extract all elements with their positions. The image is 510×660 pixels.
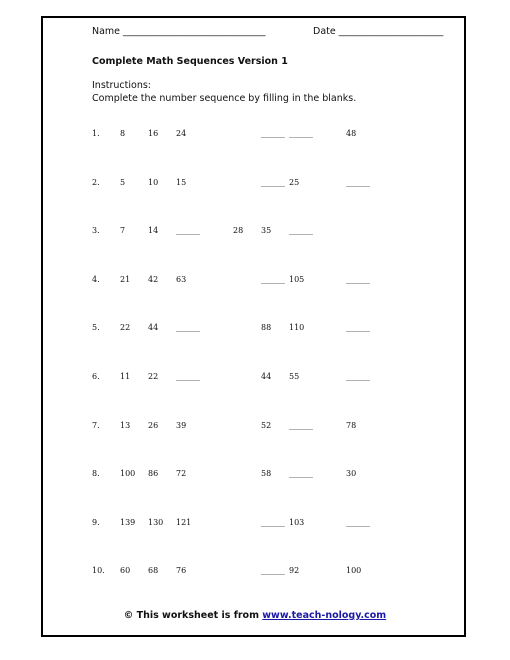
problem-number: 10. [92, 566, 105, 576]
sequence-row [0, 566, 510, 580]
answer-blank[interactable]: ______ [346, 177, 370, 187]
answer-blank[interactable]: ______ [346, 274, 370, 284]
sequence-value: 105 [289, 274, 305, 284]
sequence-value: 15 [176, 177, 187, 187]
sequence-value: 39 [176, 420, 187, 430]
answer-blank[interactable]: ______ [176, 372, 200, 381]
sequence-row [0, 226, 510, 240]
sequence-value: 63 [176, 274, 187, 284]
sequence-value: 86 [148, 469, 159, 479]
sequence-value: 130 [148, 517, 164, 527]
sequence-row [0, 178, 510, 192]
date-field[interactable]: Date ______________________ [313, 26, 444, 37]
footer-link[interactable]: www.teach-nology.com [262, 610, 387, 621]
sequence-value: 121 [176, 517, 192, 527]
sequence-row [0, 518, 510, 532]
sequence-value: 21 [120, 274, 131, 284]
sequence-row [0, 129, 510, 143]
sequence-value: 13 [120, 420, 131, 430]
sequence-value: 88 [261, 323, 272, 333]
sequence-value: 52 [261, 420, 272, 430]
footer-credit [0, 610, 510, 621]
answer-blank[interactable]: ______ [346, 372, 370, 381]
sequence-value: 5 [120, 177, 126, 187]
sequence-value: 92 [289, 566, 300, 576]
sequence-value: 42 [148, 274, 159, 284]
sequence-row [0, 275, 510, 289]
problem-number: 3. [92, 226, 100, 236]
problem-number: 7. [92, 420, 100, 430]
answer-blank[interactable]: ______ [261, 517, 285, 527]
sequence-value: 7 [120, 226, 126, 236]
answer-blank[interactable]: ______ [261, 129, 285, 138]
sequence-value: 58 [261, 469, 272, 479]
sequence-value: 28 [233, 226, 244, 236]
answer-blank[interactable]: ______ [261, 177, 285, 187]
answer-blank[interactable]: ______ [346, 517, 370, 527]
sequence-value: 76 [176, 566, 187, 576]
worksheet-title: Complete Math Sequences Version 1 [92, 56, 288, 67]
problem-number: 9. [92, 517, 100, 527]
sequence-value: 24 [176, 129, 187, 138]
sequence-value: 72 [176, 469, 187, 479]
sequence-value: 139 [120, 517, 136, 527]
sequence-value: 60 [120, 566, 131, 576]
problem-number: 5. [92, 323, 100, 333]
answer-blank[interactable]: ______ [346, 323, 370, 333]
problem-number: 4. [92, 274, 100, 284]
sequence-value: 55 [289, 372, 300, 381]
answer-blank[interactable]: ______ [289, 469, 313, 479]
sequence-value: 48 [346, 129, 357, 138]
sequence-row [0, 372, 510, 386]
name-field[interactable]: Name ______________________________ [92, 26, 266, 37]
problem-number: 6. [92, 372, 100, 381]
answer-blank[interactable]: ______ [289, 226, 313, 236]
sequence-row [0, 323, 510, 337]
sequence-row [0, 421, 510, 435]
answer-blank[interactable]: ______ [289, 420, 313, 430]
sequence-value: 35 [261, 226, 272, 236]
sequence-value: 103 [289, 517, 305, 527]
sequence-value: 68 [148, 566, 159, 576]
sequence-value: 22 [148, 372, 159, 381]
sequence-value: 30 [346, 469, 357, 479]
sequence-value: 14 [148, 226, 159, 236]
answer-blank[interactable]: ______ [261, 274, 285, 284]
answer-blank[interactable]: ______ [261, 566, 285, 576]
sequence-value: 25 [289, 177, 300, 187]
answer-blank[interactable]: ______ [176, 226, 200, 236]
footer-prefix: © This worksheet is from [123, 610, 263, 621]
problem-number: 8. [92, 469, 100, 479]
sequence-value: 8 [120, 129, 126, 138]
problem-number: 2. [92, 177, 100, 187]
sequence-row [0, 469, 510, 483]
sequence-value: 22 [120, 323, 131, 333]
sequence-value: 44 [261, 372, 272, 381]
sequence-value: 78 [346, 420, 357, 430]
instructions-text: Complete the number sequence by filling in the blanks. [92, 93, 357, 104]
sequence-value: 26 [148, 420, 159, 430]
sequence-value: 100 [346, 566, 362, 576]
sequence-value: 100 [120, 469, 136, 479]
answer-blank[interactable]: ______ [289, 129, 313, 138]
sequence-value: 16 [148, 129, 159, 138]
instructions-label: Instructions: [92, 80, 151, 91]
problem-number: 1. [92, 129, 100, 138]
sequence-value: 10 [148, 177, 159, 187]
sequence-value: 11 [120, 372, 131, 381]
sequence-value: 44 [148, 323, 159, 333]
answer-blank[interactable]: ______ [176, 323, 200, 333]
sequence-value: 110 [289, 323, 305, 333]
